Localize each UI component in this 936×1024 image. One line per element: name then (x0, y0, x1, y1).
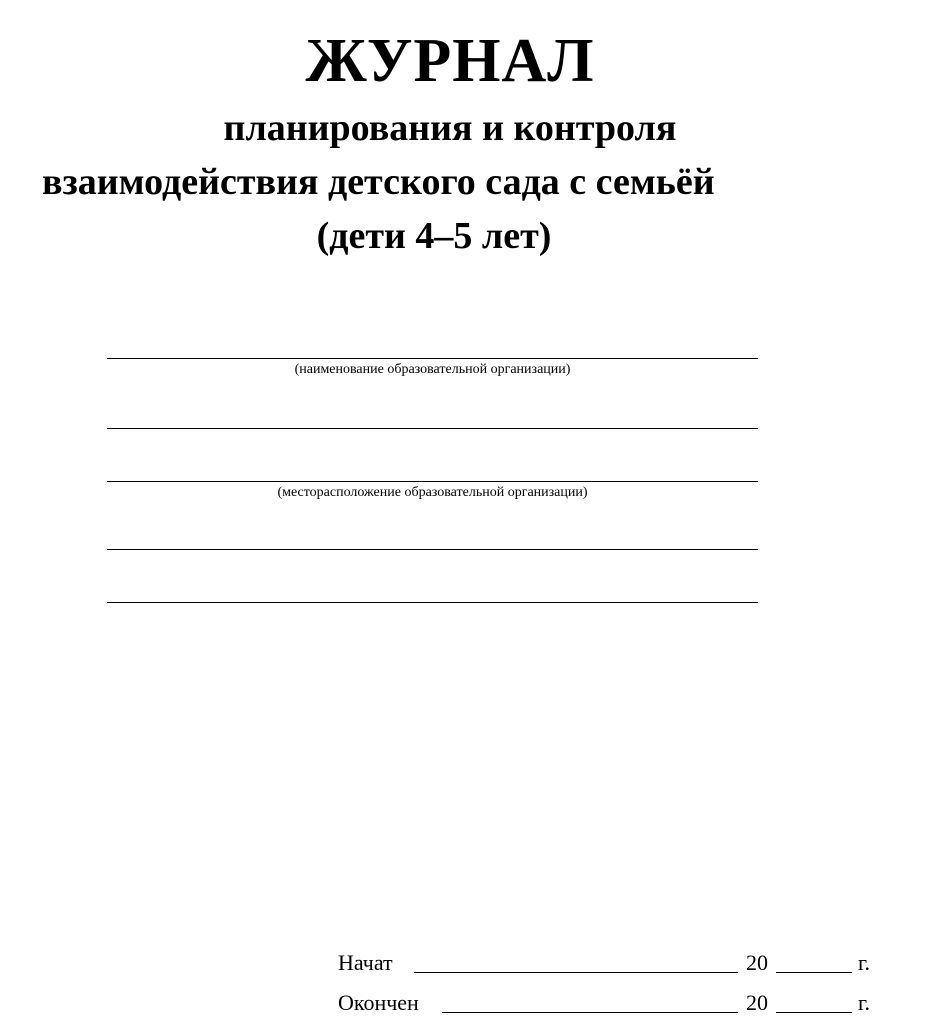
organization-location-line-3 (107, 602, 758, 603)
organization-name-line (107, 358, 758, 359)
organization-location-caption: (месторасположение образовательной организации) (277, 485, 588, 500)
subtitle-line-3: (дети 4–5 лет) (316, 215, 552, 257)
date-started-label: Начат (338, 950, 393, 975)
subtitle-line-2: взаимодействия детского сада с семьёй (42, 161, 715, 203)
date-finished-line (442, 1012, 738, 1013)
date-started-century: 20 (746, 950, 768, 975)
organization-name-caption: (наименование образовательной организации) (294, 362, 571, 377)
date-started-line (414, 972, 738, 973)
date-started-year-line (776, 972, 852, 973)
subtitle-line-1: планирования и контроля (223, 107, 677, 149)
organization-name-line-2 (107, 428, 758, 429)
organization-location-line (107, 481, 758, 482)
organization-location-line-2 (107, 549, 758, 550)
page-title: ЖУРНАЛ (305, 27, 595, 95)
date-finished-label: Окончен (338, 990, 419, 1015)
date-finished-suffix: г. (858, 990, 871, 1015)
date-finished-century: 20 (746, 990, 768, 1015)
date-finished-year-line (776, 1012, 852, 1013)
date-started-suffix: г. (858, 950, 871, 975)
